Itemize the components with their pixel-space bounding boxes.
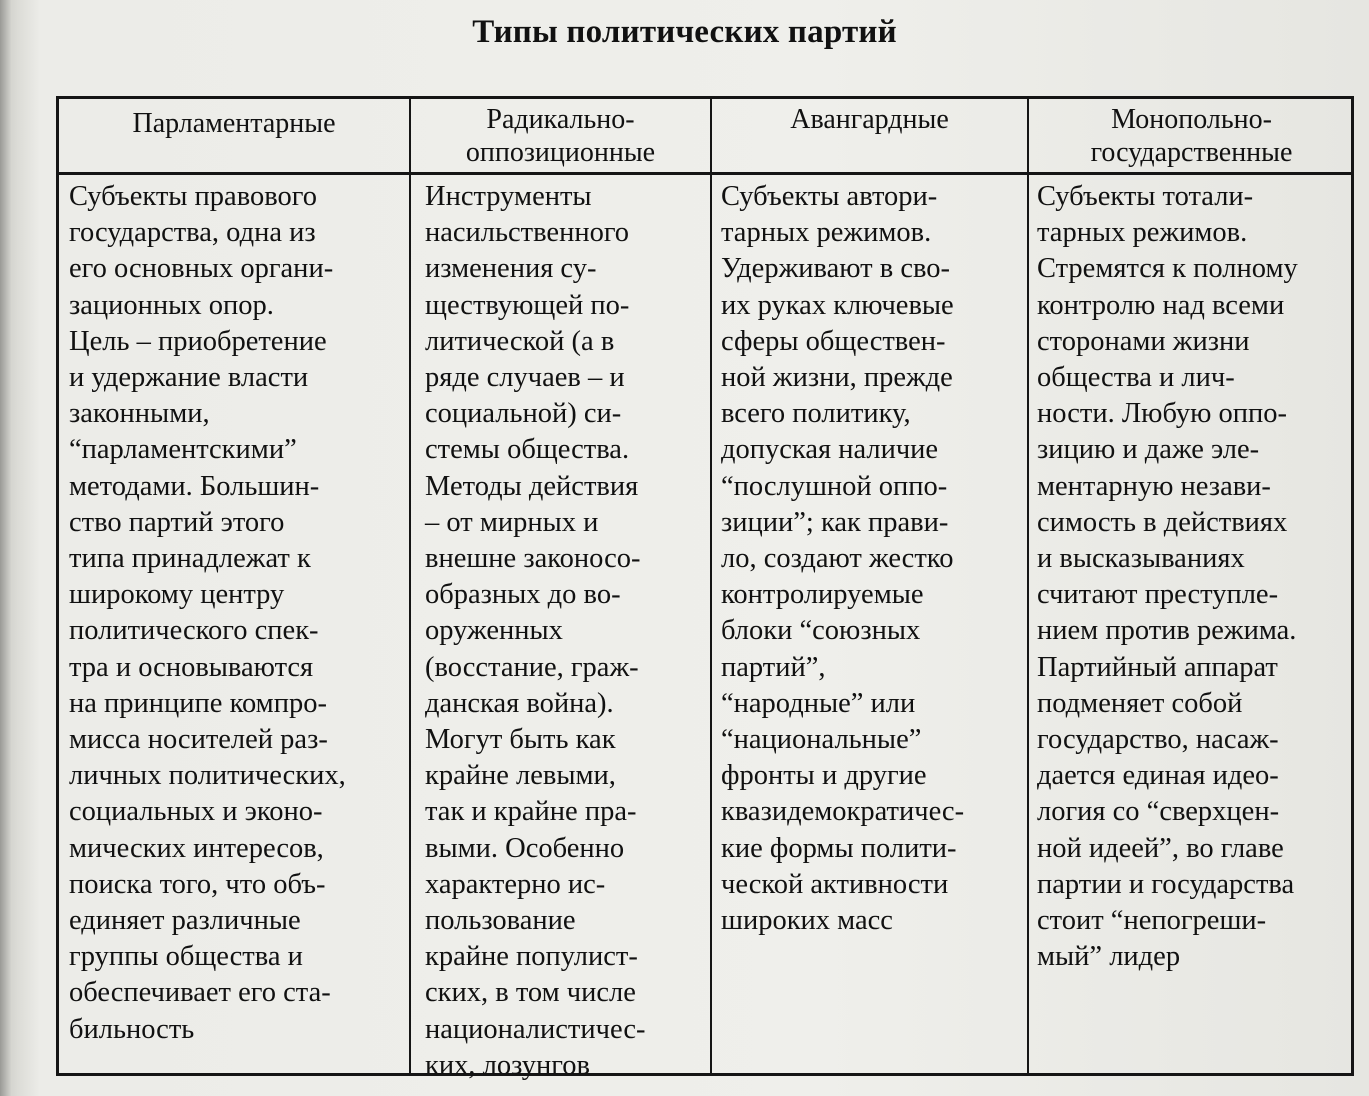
column-divider-1	[409, 99, 411, 1073]
cell-radical-opposition: Инструменты насильственного изменения су- ществующей по- литической (а в ряде случаев – и социальной) си- стемы общества. Методы действия – от мирных и внешне законосо- образных до во- оруженных (восстание, граж- данская война). Могут быть как крайне левыми, так и крайне пра- выми. Особенно характерно ис- пользование крайне популист- ских, в том числе националистичес- ких, лозунгов	[425, 181, 646, 1081]
party-types-table	[56, 96, 1354, 1081]
header-vanguard: Авангардные	[790, 104, 949, 135]
table-title: Типы политических партий	[472, 14, 897, 50]
column-divider-3	[1027, 99, 1029, 1073]
book-binding-edge	[0, 0, 12, 1096]
cell-parliamentary: Субъекты правового государства, одна из его основных органи- зационных опор. Цель – приобретение и удержание власти законными, “парламентскими” методами. Большин- ство партий этого типа принадлежат к широкому центру политического спек- тра и основываются на принципе компро- мисса носителей раз- личных политических, социальных и эконо- мических интересов, поиска того, что объ- единяет различные группы общества и обеспечивает его ста- бильность	[69, 181, 346, 1045]
header-radical-opposition: Радикально- оппозиционные	[465, 104, 656, 168]
cell-monopoly-state: Субъекты тотали- тарных режимов. Стремятся к полному контролю над всеми сторонами жизни общества и лич- ности. Любую оппо- зицию и даже эле- ментарную незави- симость в действиях и высказываниях считают преступле- нием против режима. Партийный аппарат подменяет собой государство, насаж- дается единая идео- логия со “сверхцен- ной идеей”, во главе партии и государства стоит “непогреши- мый” лидер	[1037, 181, 1298, 973]
header-parliamentary: Парламентарные	[132, 108, 336, 139]
column-divider-2	[710, 99, 712, 1073]
header-monopoly-state: Монопольно- государственные	[1090, 104, 1293, 168]
cell-vanguard: Субъекты автори- тарных режимов. Удерживают в сво- их руках ключевые сферы обществен- ной жизни, прежде всего политику, допуская наличие “послушной оппо- зиции”; как прави- ло, создают жестко контролируемые блоки “союзных партий”, “народные” или “национальные” фронты и другие квазидемократичес- кие формы полити- ческой активности широких масс	[721, 181, 965, 937]
